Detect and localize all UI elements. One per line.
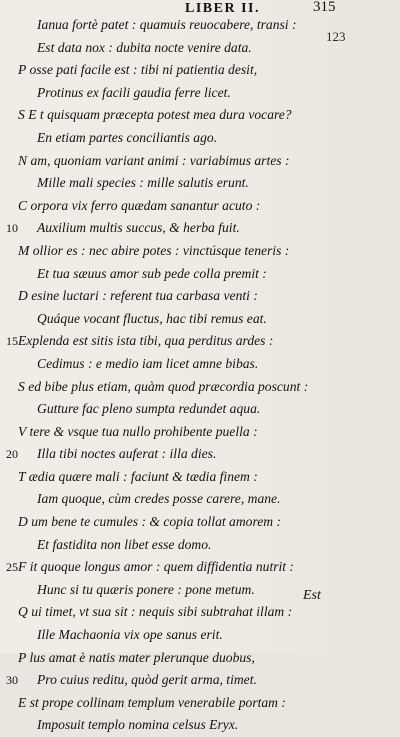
line-number: 15 (6, 334, 18, 349)
line-number: 20 (6, 447, 18, 462)
verse-line (6, 217, 326, 240)
line-number: 25 (6, 560, 18, 575)
verse-line (6, 421, 326, 444)
catchword: Est (303, 588, 321, 603)
verse-line (6, 150, 326, 173)
verse-text: S E t quisquam præcepta potest mea dura vocare? (18, 107, 292, 123)
verse-text: M ollior es : nec abire potes : vinctúsque teneris : (18, 242, 290, 258)
verse-line (6, 466, 326, 489)
line-number: 10 (6, 221, 18, 236)
line-number: 30 (6, 673, 18, 688)
verse-line (6, 82, 326, 105)
verse-text: Q ui timet, vt sua sit : nequis sibi subtrahat illam : (18, 604, 293, 620)
verse-text: N am, quoniam variant animi : variabimus artes : (18, 152, 290, 168)
verse-text: Ille Machaonia vix ope sanus erit. (37, 627, 223, 643)
verse-line (6, 127, 326, 150)
verse-text: P lus amat è natis mater plerunque duobus, (18, 649, 255, 665)
verse-text: E st prope collinam templum venerabile portam : (18, 694, 286, 710)
verse-text: Gutture fac pleno sumpta redundet aqua. (37, 401, 261, 417)
verse-text: D um bene te cumules : & copia tollat amorem : (18, 514, 282, 530)
verse-line (6, 308, 326, 331)
verse-line (6, 14, 326, 37)
verse-line (6, 579, 326, 602)
verse-line (6, 195, 326, 218)
verse-line (6, 285, 326, 308)
verse-text: Est data nox : dubita nocte venire data. (37, 39, 252, 55)
verse-text: Illa tibi noctes auferat : illa dies. (37, 446, 217, 462)
verse-line (6, 534, 326, 557)
verse-text: Protinus ex facili gaudia ferre licet. (37, 84, 231, 100)
verse-line (6, 398, 326, 421)
verse-line (6, 714, 326, 737)
verse-line (6, 669, 326, 692)
verse-line (6, 601, 326, 624)
verse-text: En etiam partes conciliantis ago. (37, 129, 218, 145)
verse-line (6, 376, 326, 399)
verse-line (6, 240, 326, 263)
handwritten-folio-number: 123 (326, 29, 346, 44)
verse-text: P osse pati facile est : tibi ni patientia desit, (18, 62, 258, 78)
verse-text: C orpora vix ferro quædam sanantur acuto : (18, 197, 261, 213)
verse-line (6, 443, 326, 466)
verse-text-block (6, 14, 326, 737)
verse-text: Explenda est sitis ista tibi, qua perditus ardes : (18, 333, 274, 349)
page-number: 315 (313, 0, 336, 15)
verse-line (6, 488, 326, 511)
verse-line (6, 172, 326, 195)
verse-text: Iam quoque, cùm credes posse carere, mane. (37, 491, 281, 507)
verse-text: Et fastidita non libet esse domo. (37, 536, 212, 552)
verse-text: Imposuit templo nomina celsus Eryx. (37, 717, 239, 733)
verse-text: Et tua sæuus amor sub pede colla premit : (37, 265, 267, 281)
verse-text: Hunc si tu quæris ponere : pone metum. (37, 581, 255, 597)
verse-text: Cedimus : e medio iam licet amne bibas. (37, 355, 259, 371)
verse-text: Pro cuius reditu, quòd gerit arma, timet. (37, 672, 257, 688)
verse-line (6, 556, 326, 579)
verse-line (6, 353, 326, 376)
verse-text: S ed bibe plus etiam, quàm quod præcordia poscunt : (18, 378, 309, 394)
verse-text: Mille mali species : mille salutis erunt. (37, 175, 249, 191)
verse-text: F it quoque longus amor : quem diffidentia nutrit : (18, 559, 295, 575)
verse-line (6, 330, 326, 353)
verse-text: Ianua fortè patet : quamuis reuocabere, transi : (37, 17, 297, 32)
verse-text: Quáque vocant fluctus, hac tibi remus eat. (37, 310, 267, 326)
running-head: LIBER II. (185, 1, 260, 16)
verse-line (6, 647, 326, 670)
verse-line (6, 37, 326, 60)
verse-line (6, 59, 326, 82)
verse-line (6, 692, 326, 715)
verse-text: D esine luctari : referent tua carbasa venti : (18, 288, 258, 304)
verse-line (6, 624, 326, 647)
verse-line (6, 104, 326, 127)
verse-line (6, 263, 326, 286)
verse-text: Auxilium multis succus, & herba fuit. (37, 220, 240, 236)
verse-text: T ædia quære mali : faciunt & tædia finem : (18, 468, 258, 484)
verse-line (6, 511, 326, 534)
verse-text: V tere & vsque tua nullo prohibente puella : (18, 423, 258, 439)
